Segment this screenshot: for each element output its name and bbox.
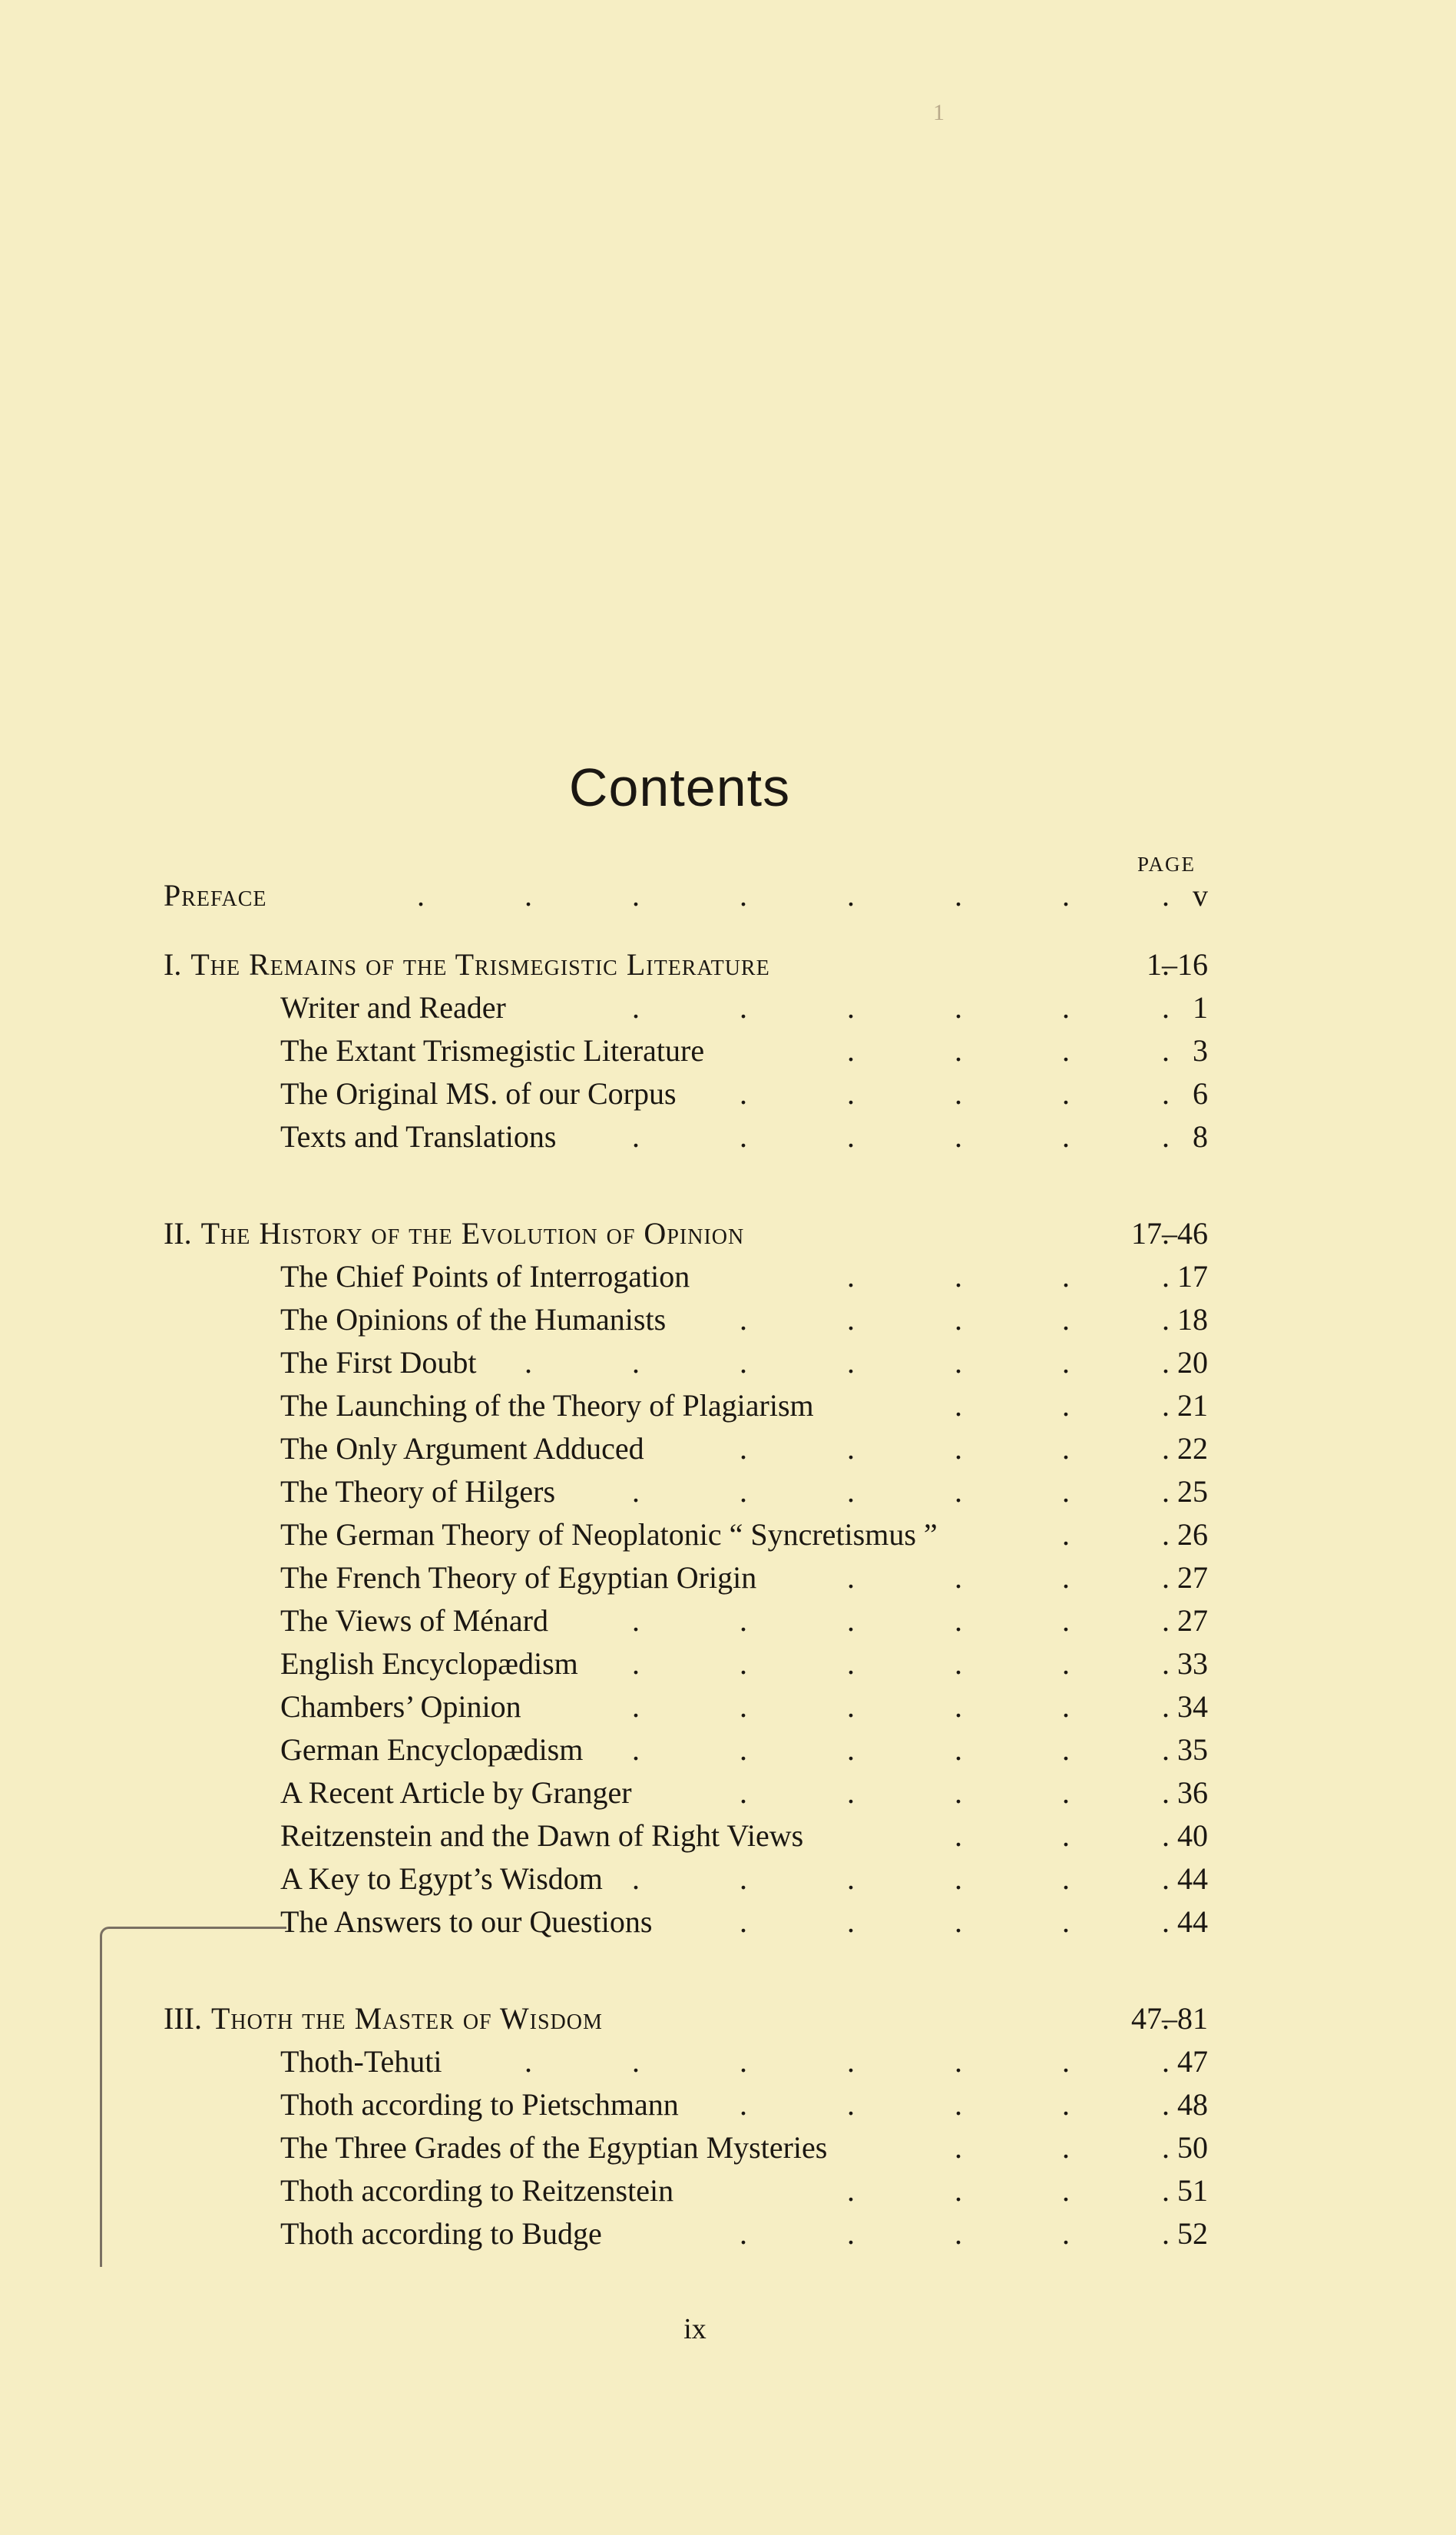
leader-dot [847, 2083, 855, 2126]
leader-dot [740, 1771, 747, 1814]
leader-dot [740, 1728, 747, 1771]
toc-entry-page: 35 [1177, 1732, 1208, 1767]
leader-dot [740, 1072, 747, 1115]
leader-dot [955, 1470, 962, 1513]
toc-row[interactable] [164, 1341, 1208, 1384]
toc-entry-page: 22 [1177, 1431, 1208, 1466]
toc-entry-page: v [1193, 878, 1208, 913]
leader-dot [1062, 874, 1070, 917]
toc-entry-label: Thoth-Tehuti [280, 2044, 442, 2079]
leader-dot [955, 1341, 962, 1384]
toc-row[interactable] [164, 1599, 1208, 1642]
leader-dot [847, 1642, 855, 1685]
leader-dot [1162, 2126, 1170, 2169]
leader-dot [955, 1814, 962, 1857]
toc-row[interactable] [164, 1685, 1208, 1728]
leader-dot [1062, 1341, 1070, 1384]
leader-dot [955, 2212, 962, 2255]
toc-entry-page: 36 [1177, 1775, 1208, 1810]
toc-entry-label: The Three Grades of the Egyptian Mysteries [280, 2130, 828, 2165]
leader-dot [1162, 1341, 1170, 1384]
leader-dot [847, 1685, 855, 1728]
toc-entry-page: 47 [1177, 2044, 1208, 2079]
leader-dot [847, 874, 855, 917]
leader-dot [1062, 1556, 1070, 1599]
toc-entry-label: German Encyclopædism [280, 1732, 584, 1767]
toc-row[interactable] [164, 1814, 1208, 1857]
leader-dot [1062, 1900, 1070, 1944]
leader-dot [847, 2169, 855, 2212]
leader-dot [632, 1599, 640, 1642]
leader-dot [1062, 1857, 1070, 1900]
leader-dot [524, 2040, 532, 2083]
leader-dot [955, 2083, 962, 2126]
toc-entry-label: The Extant Trismegistic Literature [280, 1033, 705, 1068]
page-mark: 1 [933, 100, 945, 125]
leader-dot [955, 1771, 962, 1814]
leader-dot [632, 1857, 640, 1900]
toc-entry-page: 44 [1177, 1904, 1208, 1939]
leader-dot [632, 1470, 640, 1513]
toc-row[interactable] [164, 2212, 1208, 2255]
toc-entry-page: 40 [1177, 1818, 1208, 1853]
leader-dot [955, 1556, 962, 1599]
leader-dot [847, 2212, 855, 2255]
toc-part-label [164, 1212, 744, 1255]
leader-dot [1062, 1728, 1070, 1771]
leader-dot [847, 1771, 855, 1814]
leader-dot [1062, 1814, 1070, 1857]
toc-row-preface[interactable] [164, 874, 1208, 917]
toc-entry-page: 48 [1177, 2087, 1208, 2122]
leader-dot [1062, 1115, 1070, 1158]
leader-dot [740, 1642, 747, 1685]
toc-entry-label: The Launching of the Theory of Plagiarism [280, 1388, 814, 1423]
table-of-contents [164, 874, 1208, 2255]
leader-dot [955, 1728, 962, 1771]
toc-row[interactable] [164, 2169, 1208, 2212]
toc-entry-label: Thoth according to Reitzenstein [280, 2173, 674, 2208]
leader-dot [955, 1072, 962, 1115]
leader-dot [632, 1341, 640, 1384]
leader-dot [740, 874, 747, 917]
leader-dot [847, 1900, 855, 1944]
toc-row[interactable] [164, 2126, 1208, 2169]
leader-dot [955, 2040, 962, 2083]
part-numeral: II. [164, 1216, 192, 1251]
leader-dot [1062, 2083, 1070, 2126]
toc-entry-page: 20 [1177, 1345, 1208, 1380]
leader-dot [847, 1857, 855, 1900]
leader-dot [740, 1341, 747, 1384]
leader-dot [955, 1298, 962, 1341]
toc-row[interactable] [164, 1029, 1208, 1072]
leader-dot [955, 1599, 962, 1642]
toc-entry-label: The French Theory of Egyptian Origin [280, 1560, 757, 1595]
toc-row[interactable] [164, 1298, 1208, 1341]
leader-dot [740, 1857, 747, 1900]
part-title: The Remains of the Trismegistic Literature [190, 947, 770, 982]
toc-entry-page: 18 [1177, 1302, 1208, 1337]
leader-dot [1162, 1599, 1170, 1642]
toc-part-heading[interactable] [164, 1997, 1208, 2040]
leader-dot [955, 2169, 962, 2212]
toc-entry-label: The Opinions of the Humanists [280, 1302, 667, 1337]
leader-dot [632, 1685, 640, 1728]
leader-dot [632, 2040, 640, 2083]
toc-entry-page: 51 [1177, 2173, 1208, 2208]
leader-dot [1062, 1384, 1070, 1427]
toc-part-heading[interactable] [164, 943, 1208, 986]
leader-dot [1162, 874, 1170, 917]
toc-part-pages: 47–81 [1131, 2001, 1208, 2036]
leader-dot [1162, 1642, 1170, 1685]
toc-entry-label: The Answers to our Questions [280, 1904, 653, 1939]
toc-row[interactable] [164, 1857, 1208, 1900]
leader-dot [1162, 1470, 1170, 1513]
toc-row[interactable] [164, 1513, 1208, 1556]
leader-dot [1162, 1900, 1170, 1944]
leader-dot [1162, 1255, 1170, 1298]
leader-dot [740, 986, 747, 1029]
leader-dot [1062, 986, 1070, 1029]
leader-dot [847, 1298, 855, 1341]
toc-entry-label: English Encyclopædism [280, 1646, 578, 1681]
leader-dot [1162, 1814, 1170, 1857]
leader-dot [955, 1427, 962, 1470]
leader-dot [1062, 1427, 1070, 1470]
toc-entry-label: The Theory of Hilgers [280, 1474, 556, 1509]
leader-dot [1062, 1029, 1070, 1072]
leader-dot [847, 1556, 855, 1599]
leader-dot [740, 1599, 747, 1642]
toc-entry-page: 8 [1193, 1119, 1208, 1154]
toc-row[interactable] [164, 1115, 1208, 1158]
toc-entry-page: 27 [1177, 1560, 1208, 1595]
leader-dot [524, 1341, 532, 1384]
leader-dot [1162, 986, 1170, 1029]
toc-entry-page: 34 [1177, 1689, 1208, 1724]
toc-entry-label: The Original MS. of our Corpus [280, 1076, 677, 1111]
leader-dot [1062, 1642, 1070, 1685]
leader-dot [1062, 1599, 1070, 1642]
leader-dot [1162, 1857, 1170, 1900]
leader-dot [955, 1900, 962, 1944]
leader-dot [1162, 1556, 1170, 1599]
leader-dot [955, 1857, 962, 1900]
toc-row[interactable] [164, 1072, 1208, 1115]
leader-dot [847, 986, 855, 1029]
page-column-label: PAGE [1137, 853, 1196, 876]
leader-dot [1162, 1029, 1170, 1072]
leader-dot [740, 1427, 747, 1470]
leader-dot [1062, 2040, 1070, 2083]
toc-part-heading[interactable] [164, 1212, 1208, 1255]
toc-entry-page: 27 [1177, 1603, 1208, 1638]
toc-entry-page: 44 [1177, 1861, 1208, 1896]
leader-dot [740, 2083, 747, 2126]
toc-entry-label: The First Doubt [280, 1345, 477, 1380]
toc-entry-label: Chambers’ Opinion [280, 1689, 521, 1724]
toc-row[interactable] [164, 1384, 1208, 1427]
leader-dot [1062, 1513, 1070, 1556]
leader-dot [1062, 1685, 1070, 1728]
toc-part-label [164, 943, 770, 986]
toc-entry-page: 33 [1177, 1646, 1208, 1681]
toc-entry-page: 3 [1193, 1033, 1208, 1068]
leader-dot [955, 874, 962, 917]
toc-entry-label: Reitzenstein and the Dawn of Right Views [280, 1818, 804, 1853]
leader-dot [1162, 1427, 1170, 1470]
toc-entry-label: A Key to Egypt’s Wisdom [280, 1861, 603, 1896]
leader-dot [847, 1470, 855, 1513]
leader-dot [955, 1029, 962, 1072]
toc-entry-label: Texts and Translations [280, 1119, 557, 1154]
leader-dot [847, 1728, 855, 1771]
leader-dot [1062, 1255, 1070, 1298]
leader-dot [632, 874, 640, 917]
leader-dot [847, 2040, 855, 2083]
leader-dot [740, 2212, 747, 2255]
leader-dot [847, 1255, 855, 1298]
leader-dot [1062, 2212, 1070, 2255]
toc-row[interactable] [164, 2083, 1208, 2126]
leader-dot [632, 1642, 640, 1685]
leader-dot [847, 1341, 855, 1384]
margin-bracket-mark [100, 1927, 286, 2267]
toc-row[interactable] [164, 986, 1208, 1029]
toc-row[interactable] [164, 1771, 1208, 1814]
leader-dot [632, 1728, 640, 1771]
leader-dot [1162, 1072, 1170, 1115]
toc-entry-label: The Chief Points of Interrogation [280, 1259, 690, 1294]
toc-entry-page: 6 [1193, 1076, 1208, 1111]
leader-dot [632, 986, 640, 1029]
toc-entry-label: Preface [164, 878, 267, 913]
toc-entry-page: 1 [1193, 990, 1208, 1025]
toc-entry-label: A Recent Article by Granger [280, 1775, 632, 1810]
toc-part-pages: 17–46 [1131, 1216, 1208, 1251]
leader-dot [740, 1115, 747, 1158]
leader-dot [1062, 1298, 1070, 1341]
leader-dot [1062, 1771, 1070, 1814]
leader-dot [1062, 1470, 1070, 1513]
leader-dot [1162, 1513, 1170, 1556]
toc-row[interactable] [164, 1900, 1208, 1944]
toc-entry-page: 17 [1177, 1259, 1208, 1294]
toc-entry-page: 26 [1177, 1517, 1208, 1552]
leader-dot [632, 1115, 640, 1158]
leader-dot [955, 986, 962, 1029]
leader-dot [1062, 2126, 1070, 2169]
leader-dot [740, 1298, 747, 1341]
toc-entry-label: Writer and Reader [280, 990, 506, 1025]
toc-entry-page: 25 [1177, 1474, 1208, 1509]
leader-dot [1162, 1771, 1170, 1814]
leader-dot [1162, 1115, 1170, 1158]
toc-row[interactable] [164, 1470, 1208, 1513]
leader-dot [1162, 2083, 1170, 2126]
leader-dot [847, 1072, 855, 1115]
leader-dot [1162, 1384, 1170, 1427]
leader-dot [740, 1470, 747, 1513]
leader-dot [1162, 2212, 1170, 2255]
toc-entry-page: 52 [1177, 2216, 1208, 2251]
leader-dot [740, 1685, 747, 1728]
toc-entry-label: The Only Argument Adduced [280, 1431, 644, 1466]
toc-entry-label: The German Theory of Neoplatonic “ Syncretismus ” [280, 1517, 938, 1552]
leader-dot [847, 1599, 855, 1642]
part-title: The History of the Evolution of Opinion [200, 1216, 745, 1251]
leader-dot [955, 1384, 962, 1427]
leader-dot [1162, 1728, 1170, 1771]
leader-dot [1162, 1298, 1170, 1341]
toc-entry-page: 50 [1177, 2130, 1208, 2165]
toc-part-pages: 1–16 [1147, 947, 1208, 982]
leader-dot [417, 874, 425, 917]
leader-dot [524, 874, 532, 917]
leader-dot [1062, 2169, 1070, 2212]
leader-dot [1162, 1685, 1170, 1728]
leader-dot [955, 1642, 962, 1685]
toc-entry-label: Thoth according to Pietschmann [280, 2087, 679, 2122]
leader-dot [1162, 2040, 1170, 2083]
leader-dot [955, 1115, 962, 1158]
toc-entry-label: The Views of Ménard [280, 1603, 548, 1638]
leader-dot [740, 1900, 747, 1944]
leader-dot [847, 1115, 855, 1158]
toc-entry-page: 21 [1177, 1388, 1208, 1423]
leader-dot [1062, 1072, 1070, 1115]
toc-row[interactable] [164, 2040, 1208, 2083]
part-title: Thoth the Master of Wisdom [210, 2001, 603, 2036]
leader-dot [847, 1427, 855, 1470]
leader-dot [740, 2040, 747, 2083]
toc-row[interactable] [164, 1255, 1208, 1298]
leader-dot [955, 1255, 962, 1298]
page-title: Contents [568, 757, 791, 817]
toc-row[interactable] [164, 1427, 1208, 1470]
page-folio: ix [683, 2313, 706, 2345]
toc-row[interactable] [164, 1642, 1208, 1685]
toc-row[interactable] [164, 1728, 1208, 1771]
part-numeral: I. [164, 947, 182, 982]
leader-dot [1162, 2169, 1170, 2212]
leader-dot [955, 1685, 962, 1728]
leader-dot [955, 2126, 962, 2169]
toc-entry-label: Thoth according to Budge [280, 2216, 602, 2251]
toc-row[interactable] [164, 1556, 1208, 1599]
leader-dot [847, 1029, 855, 1072]
part-numeral: III. [164, 2001, 202, 2036]
